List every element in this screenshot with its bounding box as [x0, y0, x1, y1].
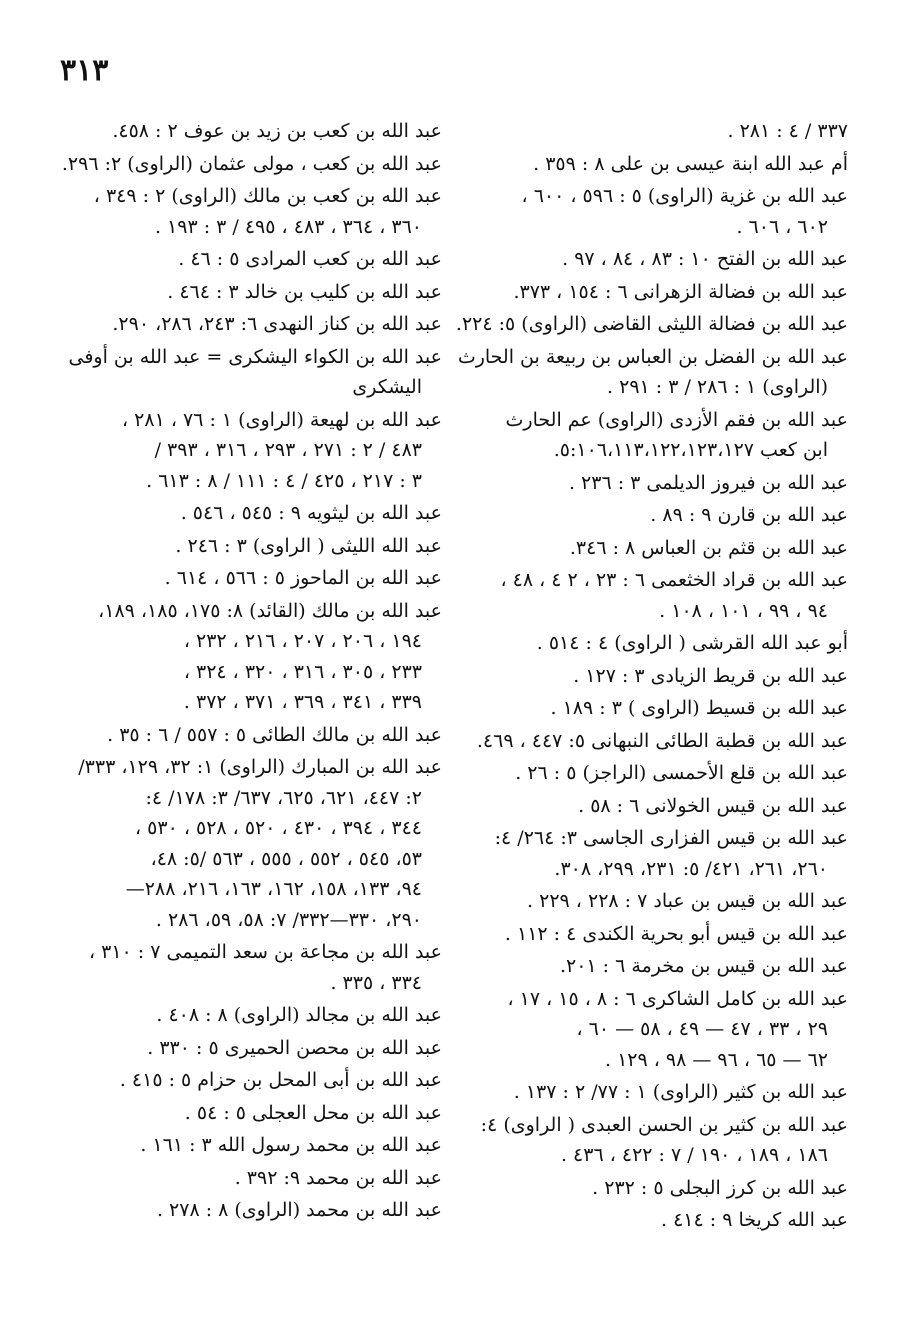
- index-entry: [476, 533, 848, 564]
- index-entry-line: ٢٣٣ ، ٣٠٥ ، ٣١٦ ، ٣٢٠ ، ٣٢٤ ،: [183, 660, 422, 683]
- index-entry: [476, 726, 848, 757]
- index-entry-line: عبد الله بن كعب ، مولى عثمان (الراوى) ٢: ٢٩٦.: [61, 152, 442, 175]
- index-entry: [476, 951, 848, 982]
- index-entry-line: عبد الله بن محل العجلى ٥ : ٥٤ .: [184, 1101, 442, 1124]
- index-entry-line: (الراوى) ١ : ٢٨٦ / ٣ : ٢٩١ .: [607, 376, 828, 398]
- index-entry: [70, 531, 442, 562]
- index-entry-line: ٥٣، ٥٤٥ ، ٥٥٢ ، ٥٥٥ ، ٥٦٣ /٥: ٤٨،: [150, 847, 422, 870]
- index-entry-line: عبد الله بن قطبة الطائى النبهانى ٥: ٤٤٧ ، ٤٦٩.: [476, 729, 848, 752]
- index-entry: [70, 181, 442, 242]
- index-entry-line: ٣٣٧ / ٤ : ٢٨١ .: [727, 120, 848, 142]
- index-entry: [476, 661, 848, 692]
- index-entry-line: عبد الله بن قراد الخثعمى ٦ : ٢٣ ، ٢ ٤ ، ٤٨ ،: [500, 569, 848, 591]
- index-entry-line: ٦٠٢ ، ٦٠٦ .: [736, 215, 828, 238]
- index-entry-line: ابن كعب ٥:١٠٦،١١٣،١٢٢،١٢٣،١٢٧.: [553, 439, 828, 461]
- index-entry: [476, 886, 848, 917]
- index-entry-line: عبد الله بن قثم بن العباس ٨ : ٣٤٦.: [569, 536, 848, 559]
- index-entry: [476, 181, 848, 242]
- index-entry: [476, 1205, 848, 1236]
- index-entry-line: ٣٤٤ ، ٣٩٤ ، ٤٣٠ ، ٥٢٠ ، ٥٢٨ ، ٥٣٠ ،: [134, 817, 422, 839]
- index-entry: [476, 244, 848, 275]
- index-entry-line: عبد الله بن ليثويه ٩ : ٥٤٥ ، ٥٤٦ .: [180, 502, 442, 524]
- index-entry-line: عبد الله بن قيس الفزارى الجاسى ٣: ٢٦٤/ ٤:: [494, 827, 848, 849]
- index-entry: [70, 498, 442, 529]
- index-entry-line: ٦٢ — ٦٥ ، ٩٦ — ٩٨ ، ١٢٩ .: [604, 1048, 828, 1071]
- index-entry: [70, 1098, 442, 1129]
- index-entry: [70, 752, 442, 935]
- index-entry-line: ٢٩ ، ٣٣ ، ٤٧ — ٤٩ ، ٥٨ — ٦٠ ،: [576, 1018, 828, 1040]
- index-entry-line: عبد الله بن فيروز الديلمى ٣ : ٢٣٦ .: [568, 471, 848, 494]
- index-entry: [70, 244, 442, 275]
- index-entry: [476, 116, 848, 147]
- index-entry-line: عبد الله بن محصن الحميرى ٥ : ٣٣٠ .: [147, 1036, 442, 1059]
- index-entry: [70, 720, 442, 751]
- index-entry-line: عبد الله بن أبى المحل بن حزام ٥ : ٤١٥ .: [119, 1069, 442, 1091]
- index-entry-line: ٣٣٤ ، ٣٣٥ .: [330, 971, 422, 994]
- index-entry-line: عبد الله بن كعب بن مالك (الراوى) ٢ : ٣٤٩ ،: [93, 185, 442, 207]
- index-entry-line: عبد الله بن قلع الأحمسى (الراجز) ٥ : ٢٦ .: [515, 762, 848, 784]
- index-entry: [70, 1130, 442, 1161]
- index-entry-line: عبد الله بن الكواء اليشكرى = عبد الله بن أوفى: [68, 345, 442, 368]
- index-entry-line: عبد الله بن المبارك (الراوى) ١: ٣٢، ١٢٩، ٣٣٣/: [78, 756, 442, 778]
- index-entry-line: عبد الله بن فضالة الزهرانى ٦ : ١٥٤ ، ٣٧٣.: [513, 280, 848, 303]
- index-entry: [70, 405, 442, 497]
- index-entry-line: عبد الله بن كامل الشاكرى ٦ : ٨ ، ١٥ ، ١٧ ،: [507, 987, 848, 1010]
- index-entry-line: عبد الله بن كليب بن خالد ٣ : ٤٦٤ .: [167, 280, 442, 303]
- index-entry-line: عبد الله بن محمد (الراوى) ٨ : ٢٧٨ .: [156, 1199, 442, 1221]
- index-entry-line: عبد الله بن فقم الأزدى (الراوى) عم الحارث: [505, 408, 848, 431]
- index-entry-line: ٣٣٩ ، ٣٤١ ، ٣٦٩ ، ٣٧١ ، ٣٧٢ .: [183, 691, 422, 713]
- index-entry-line: عبد الله بن كعب المرادى ٥ : ٤٦ .: [178, 248, 442, 270]
- index-entry-line: ٩٤، ١٣٣، ١٥٨، ١٦٢، ١٦٣، ٢١٦، ٢٨٨—: [125, 878, 422, 900]
- index-entry-line: ٤٨٣ / ٢ : ٢٧١ ، ٢٩٣ ، ٣١٦ ، ٣٩٣ /: [154, 439, 422, 461]
- index-entry: [70, 1065, 442, 1096]
- index-entry-line: عبد الله بن كناز النهدى ٦: ٢٤٣، ٢٨٦، ٢٩٠.: [112, 313, 442, 335]
- index-entry-line: عبد الله بن مالك الطائى ٥ : ٥٥٧ / ٦ : ٣٥ .: [107, 723, 442, 746]
- index-entry-line: ١٨٦ ، ١٨٩ ، ١٩٠ / ٧ : ٤٢٢ ، ٤٣٦ .: [560, 1144, 828, 1166]
- index-column-right: [455, 116, 848, 1238]
- index-entry: [476, 1077, 848, 1108]
- page-number: ٣١٣: [60, 53, 109, 88]
- index-entry: [476, 277, 848, 308]
- index-entry-line: عبد الله بن فضالة الليثى القاضى (الراوى) ٥: ٢٢٤.: [455, 313, 848, 335]
- index-entry-line: ٢٦٠، ٢٦١، ٤٢١/ ٥: ٢٣١، ٢٩٩، ٣٠٨.: [554, 857, 828, 880]
- index-entry: [70, 1195, 442, 1226]
- index-entry-line: عبد الله بن كرز البجلى ٥ : ٢٣٢ .: [592, 1176, 848, 1199]
- index-entry-line: ١٩٤ ، ٢٠٦ ، ٢٠٧ ، ٢١٦ ، ٢٣٢ ،: [183, 630, 422, 652]
- index-entry: [70, 1000, 442, 1031]
- index-entry: [455, 309, 848, 340]
- index-entry-line: عبد الله بن الفضل بن العباس بن ربيعة بن الحارث: [457, 345, 848, 368]
- index-column-left: [61, 116, 442, 1228]
- index-entry: [476, 628, 848, 659]
- index-entry-line: عبد الله بن كثير بن الحسن العبدى ( الراوى) ٤:: [480, 1113, 848, 1136]
- index-entry-line: ٢٩٠، ٣٣٠—٣٣٢/ ٧: ٥٨، ٥٩، ٢٨٦ .: [155, 908, 422, 931]
- index-entry: [476, 984, 848, 1076]
- index-entry-line: عبد الله بن محمد ٩: ٣٩٢ .: [234, 1166, 442, 1189]
- index-entry: [70, 116, 442, 147]
- index-entry: [70, 1163, 442, 1194]
- index-entry-line: ٣ : ٢١٧ ، ٤٢٥ / ٤ : ١١١ / ٨ : ٦١٣ .: [146, 469, 422, 492]
- index-entry: [476, 758, 848, 789]
- index-entry: [476, 1173, 848, 1204]
- index-entry-line: أبو عبد الله القرشى ( الراوى) ٤ : ٥١٤ .: [536, 632, 848, 654]
- index-entry-line: عبد الله بن قيس بن عباد ٧ : ٢٢٨ ، ٢٢٩ .: [527, 890, 848, 912]
- index-entry: [476, 693, 848, 724]
- index-entry: [476, 919, 848, 950]
- index-entry-line: عبد الله بن قسيط (الراوى ) ٣ : ١٨٩ .: [550, 697, 848, 719]
- index-entry-line: أم عبد الله ابنة عيسى بن على ٨ : ٣٥٩ .: [533, 152, 848, 175]
- index-entry: [70, 563, 442, 594]
- index-entry: [476, 149, 848, 180]
- index-entry-line: اليشكرى: [352, 376, 422, 398]
- index-entry: [476, 500, 848, 531]
- index-entry-line: عبد الله بن مجاعة بن سعد التميمى ٧ : ٣١٠ ،: [88, 941, 442, 963]
- index-entry-line: عبد الله بن قارن ٩ : ٨٩ .: [650, 504, 848, 526]
- index-entry-line: عبد الله بن مجالد (الراوى) ٨ : ٤٠٨ .: [156, 1004, 442, 1026]
- index-entry-line: عبد الله بن غزية (الراوى) ٥ : ٥٩٦ ، ٦٠٠ ،: [521, 185, 848, 207]
- index-entry: [70, 277, 442, 308]
- index-entry: [70, 596, 442, 718]
- index-entry-line: عبد الله بن قريط الزيادى ٣ : ١٢٧ .: [573, 664, 848, 687]
- index-entry-line: عبد الله بن الماحوز ٥ : ٥٦٦ ، ٦١٤ .: [164, 567, 442, 589]
- index-entry: [476, 405, 848, 466]
- index-entry-line: عبد الله بن كعب بن زيد بن عوف ٢ : ٤٥٨.: [112, 120, 442, 142]
- index-entry: [457, 342, 848, 403]
- index-entry-line: ٣٦٠ ، ٣٦٤ ، ٤٨٣ ، ٤٩٥ / ٣ : ١٩٣ .: [154, 215, 422, 238]
- index-entry: [476, 823, 848, 884]
- index-entry: [70, 1033, 442, 1064]
- index-entry-line: عبد الله كريخا ٩ : ٤١٤ .: [661, 1209, 848, 1231]
- index-entry-line: عبد الله بن قيس الخولانى ٦ : ٥٨ .: [578, 794, 848, 817]
- index-entry-line: عبد الله بن قيس بن مخرمة ٦ : ٢٠١.: [559, 955, 848, 977]
- index-entry: [61, 149, 442, 180]
- index-entry-line: عبد الله الليثى ( الراوى) ٣ : ٢٤٦ .: [175, 534, 442, 557]
- index-entry: [476, 565, 848, 626]
- index-entry: [476, 791, 848, 822]
- index-entry-line: عبد الله بن لهيعة (الراوى) ١ : ٧٦ ، ٢٨١ ،: [121, 408, 442, 431]
- index-entry-line: ٢: ٤٤٧، ٦٢١، ٦٢٥، ٦٣٧/ ٣: ١٧٨/ ٤:: [145, 786, 422, 809]
- index-entry: [476, 1110, 848, 1171]
- index-entry-line: عبد الله بن قيس أبو بحرية الكندى ٤ : ١١٢ .: [504, 922, 848, 945]
- index-entry-line: عبد الله بن كثير (الراوى) ١ : ٧٧/ ٢ : ١٣٧ .: [513, 1081, 848, 1103]
- index-entry-line: عبد الله بن محمد رسول الله ٣ : ١٦١ .: [140, 1134, 442, 1156]
- index-entry: [70, 342, 442, 403]
- index-entry-line: ٩٤ ، ٩٩ ، ١٠١ ، ١٠٨ .: [659, 599, 828, 622]
- index-entry-line: عبد الله بن مالك (القائد) ٨: ١٧٥، ١٨٥، ١٨٩،: [98, 599, 442, 622]
- index-entry: [70, 937, 442, 998]
- index-entry: [70, 309, 442, 340]
- index-entry-line: عبد الله بن الفتح ١٠ : ٨٣ ، ٨٤ ، ٩٧ .: [562, 248, 848, 270]
- index-entry: [476, 468, 848, 499]
